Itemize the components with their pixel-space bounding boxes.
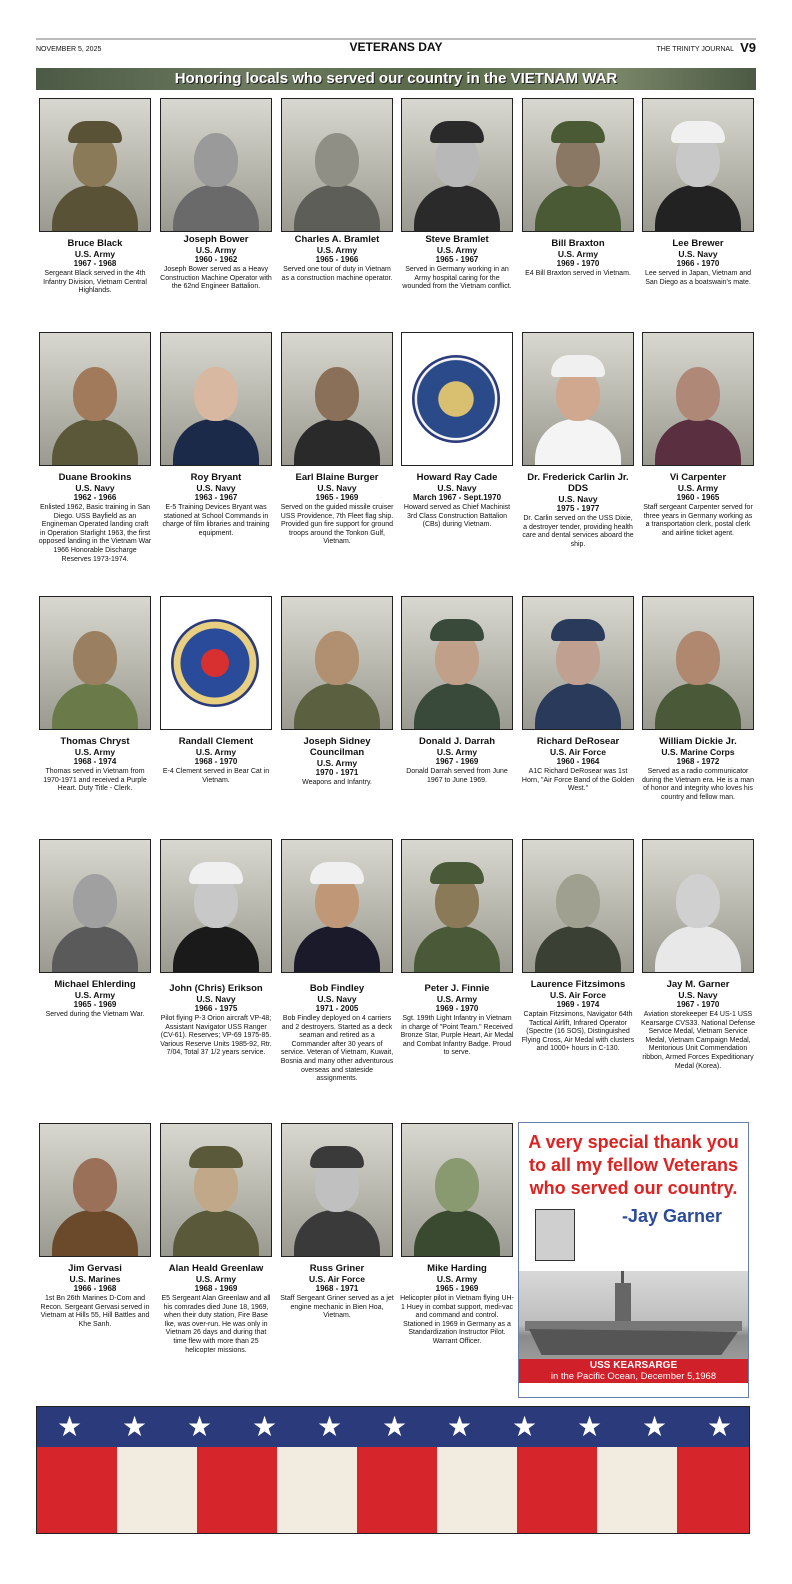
veteran-photo: [160, 839, 272, 973]
veteran-years: 1960 - 1962: [194, 255, 238, 264]
veteran-info: [36, 1263, 154, 1329]
star-icon: ★: [187, 1411, 213, 1442]
veteran-name: Joseph Bower: [183, 234, 249, 245]
veteran-info: [639, 736, 757, 802]
veteran-photo: [39, 98, 151, 232]
veteran-photo: [39, 1123, 151, 1257]
veteran-info: [398, 983, 516, 1058]
veteran-branch: U.S. Navy: [75, 483, 115, 493]
veteran-name: Duane Brookins: [58, 472, 132, 483]
veteran-years: 1965 - 1966: [315, 255, 359, 264]
veteran-photo: [401, 1123, 513, 1257]
veteran-photo: [522, 98, 634, 232]
veteran-branch: U.S. Navy: [196, 994, 236, 1004]
veteran-branch: U.S. Marines: [69, 1274, 121, 1284]
veteran-info: [36, 979, 154, 1020]
veteran-photo: [642, 98, 754, 232]
veteran-photo: [281, 839, 393, 973]
veteran-branch: U.S. Air Force: [550, 747, 606, 757]
star-icon: ★: [707, 1411, 733, 1442]
veteran-branch: U.S. Army: [436, 994, 478, 1004]
veteran-info: [519, 472, 637, 549]
veteran-description: Staff Sergeant Griner served as a jet engine mechanic in Bien Hoa, Vietnam.: [280, 1295, 394, 1320]
veteran-name: Vi Carpenter: [669, 472, 727, 483]
veteran-branch: U.S. Navy: [678, 990, 718, 1000]
star-icon: ★: [642, 1411, 668, 1442]
veteran-info: [278, 472, 396, 547]
veteran-years: 1968 - 1970: [194, 757, 238, 766]
page-header: [36, 40, 756, 56]
veteran-info: [639, 238, 757, 287]
veteran-years: 1968 - 1974: [73, 757, 117, 766]
veteran-photo: [281, 1123, 393, 1257]
veteran-photo: [160, 1123, 272, 1257]
caption-subtitle: in the Pacific Ocean, December 5,1968: [550, 1371, 717, 1382]
veteran-description: Joseph Bower served as a Heavy Construction Machine Operator with the 62nd Engineer Battalion.: [160, 266, 272, 291]
veteran-info: [398, 1263, 516, 1347]
veteran-name: Donald J. Darrah: [418, 736, 496, 747]
veteran-branch: U.S. Air Force: [550, 990, 606, 1000]
veteran-info: [157, 736, 275, 785]
veteran-years: 1960 - 1964: [556, 757, 600, 766]
headline-banner: Honoring locals who served our country in the VIETNAM WAR: [36, 68, 756, 90]
flag-decoration: [36, 1406, 750, 1534]
veteran-info: [278, 234, 396, 283]
flag-star-band: [37, 1407, 749, 1447]
veteran-years: 1968 - 1972: [676, 757, 720, 766]
star-icon: ★: [577, 1411, 603, 1442]
page-number: V9: [740, 40, 756, 55]
veteran-info: [278, 1263, 396, 1321]
veteran-branch: U.S. Army: [195, 245, 237, 255]
veteran-years: 1975 - 1977: [556, 504, 600, 513]
veteran-photo: [281, 98, 393, 232]
veteran-branch: U.S. Army: [316, 758, 358, 768]
publication-name: THE TRINITY JOURNAL: [656, 46, 734, 53]
ad-message: A very special thank you to all my fellow Veterans who served our country.: [528, 1132, 739, 1198]
star-icon: ★: [512, 1411, 538, 1442]
veteran-years: 1965 - 1967: [435, 255, 479, 264]
veteran-description: Served as a radio communicator during the Vietnam era. He is a man of honor and integrity who loves his country and fellow man.: [642, 768, 754, 801]
veteran-name: William Dickie Jr.: [659, 736, 737, 747]
veteran-info: [519, 979, 637, 1054]
veteran-info: [157, 1263, 275, 1355]
veteran-branch: U.S. Army: [557, 249, 599, 259]
veteran-info: [157, 234, 275, 292]
veteran-name: Thomas Chryst: [60, 736, 130, 747]
veteran-name: Richard DeRosear: [536, 736, 620, 747]
emblem-seal: [401, 332, 513, 466]
veteran-years: 1969 - 1970: [556, 259, 600, 268]
veteran-photo: [401, 596, 513, 730]
emblem-seal: [160, 596, 272, 730]
veteran-photo: [642, 839, 754, 973]
veteran-years: 1969 - 1970: [435, 1004, 479, 1013]
veteran-name: Mike Harding: [427, 1263, 487, 1274]
veteran-name: Laurence Fitzsimons: [530, 979, 626, 990]
veteran-name: Michael Ehlerding: [54, 979, 136, 990]
veteran-info: [519, 736, 637, 794]
veteran-description: Pilot flying P-3 Orion aircraft VP-48; Assistant Navigator USS Ranger (CV-61). Reserves; VP-69 1975-85. Various Reserve Units 1985-92, Rtr. 7/04, Total 37 1/2 years service.: [160, 1015, 272, 1057]
veteran-years: 1962 - 1966: [73, 493, 117, 502]
veteran-years: 1966 - 1968: [73, 1284, 117, 1293]
veteran-years: 1965 - 1969: [73, 1000, 117, 1009]
veteran-years: 1967 - 1969: [435, 757, 479, 766]
veteran-photo: [522, 839, 634, 973]
veteran-description: Aviation storekeeper E4 US-1 USS Kearsarge CVS33. National Defense Service Medal, Vietnam Service Medal, Vietnam Campaign Medal, Meritorious Unit Commendation ribbon, Armed Forces Expeditionary Medal (Korea).: [641, 1011, 756, 1070]
veteran-branch: U.S. Marine Corps: [661, 747, 735, 757]
veteran-description: Served during the Vietnam War.: [45, 1011, 145, 1018]
veteran-description: Served one tour of duty in Vietnam as a construction machine operator.: [281, 266, 393, 282]
star-icon: ★: [317, 1411, 343, 1442]
veteran-years: 1960 - 1965: [676, 493, 720, 502]
veteran-branch: U.S. Army: [74, 990, 116, 1000]
veteran-description: E4 Bill Braxton served in Vietnam.: [525, 270, 631, 277]
star-icon: ★: [57, 1411, 83, 1442]
veteran-description: Staff sergeant Carpenter served for three years in Germany working as a transportation clerk, postal clerk and airline ticket agent.: [643, 504, 753, 537]
veteran-info: [398, 736, 516, 785]
veteran-info: [36, 736, 154, 794]
veteran-branch: U.S. Army: [677, 483, 719, 493]
veteran-photo: [642, 596, 754, 730]
veteran-name: Bill Braxton: [551, 238, 605, 249]
veteran-photo: [39, 596, 151, 730]
veteran-photo: [642, 332, 754, 466]
veteran-name: Bruce Black: [67, 238, 123, 249]
veteran-branch: U.S. Army: [436, 245, 478, 255]
veteran-info: [36, 472, 154, 564]
veteran-name: John (Chris) Erikson: [169, 983, 263, 994]
star-icon: ★: [122, 1411, 148, 1442]
veteran-name: Roy Bryant: [190, 472, 242, 483]
veteran-branch: U.S. Navy: [196, 483, 236, 493]
veteran-branch: U.S. Navy: [558, 494, 598, 504]
ad-signature: -Jay Garner: [621, 1206, 722, 1226]
veteran-info: [157, 472, 275, 538]
veteran-years: March 1967 - Sept.1970: [412, 493, 502, 502]
veteran-info: [639, 472, 757, 538]
star-icon: ★: [447, 1411, 473, 1442]
veteran-branch: U.S. Army: [74, 249, 116, 259]
veteran-name: Joseph Sidney Councilman: [303, 736, 371, 758]
veteran-years: 1969 - 1974: [556, 1000, 600, 1009]
veteran-name: Alan Heald Greenlaw: [168, 1263, 264, 1274]
veteran-description: E-4 Clement served in Bear Cat in Vietnam.: [162, 768, 270, 784]
veteran-description: Captain Fitzsimons, Navigator 64th Tactical Airlift, Infrared Operator (Spectre (16 SOS), Distinguished Flying Cross, Air Medal with clusters and 1000+ hours in C-130.: [521, 1011, 635, 1053]
veteran-description: Sgt. 199th Light Infantry in Vietnam in charge of "Point Team." Received Bronze Star, Purple Heart, Air Medal and Combat Infantry Badge. Proud to serve.: [400, 1015, 514, 1057]
veteran-years: 1967 - 1968: [73, 259, 117, 268]
inset-portrait: [535, 1209, 575, 1261]
veteran-years: 1966 - 1970: [676, 259, 720, 268]
veteran-branch: U.S. Navy: [437, 483, 477, 493]
veteran-name: Jay M. Garner: [666, 979, 730, 990]
issue-date: NOVEMBER 5, 2025: [36, 46, 102, 53]
veteran-years: 1965 - 1969: [435, 1284, 479, 1293]
veteran-description: Served in Germany working in an Army hospital caring for the wounded from the Vietnam conflict.: [402, 266, 512, 291]
veteran-photo: [281, 596, 393, 730]
veteran-description: Served on the guided missile cruiser USS Providence, 7th Fleet flag ship. Provided gun fire support for ground troops around the Tonkon Gulf, Vietnam.: [280, 504, 394, 546]
veteran-years: 1965 - 1969: [315, 493, 359, 502]
veteran-info: [36, 238, 154, 296]
veteran-branch: U.S. Army: [74, 747, 116, 757]
ad-caption: [519, 1359, 748, 1383]
veteran-info: [639, 979, 757, 1071]
veteran-photo: [39, 332, 151, 466]
veteran-name: Lee Brewer: [672, 238, 724, 249]
veteran-description: Sergeant Black served in the 4th Infantry Division, Vietnam Central Highlands.: [43, 270, 147, 295]
veteran-info: [278, 983, 396, 1084]
veteran-info: [398, 472, 516, 530]
star-icon: ★: [382, 1411, 408, 1442]
veteran-branch: U.S. Army: [436, 747, 478, 757]
veteran-photo: [522, 332, 634, 466]
veteran-photo: [160, 98, 272, 232]
veteran-description: Helicopter pilot in Vietnam flying UH-1 Huey in combat support, medi-vac and command and control. Stationed in 1969 in Germany as a Standardization Instructor Pilot. Warrant Officer.: [400, 1295, 514, 1345]
veteran-description: Howard served as Chief Machinist 3rd Class Construction Battalion (CBs) during Vietnam.: [403, 504, 511, 529]
veteran-name: Dr. Frederick Carlin Jr. DDS: [527, 472, 629, 494]
veteran-photo: [281, 332, 393, 466]
veteran-branch: U.S. Navy: [317, 483, 357, 493]
veteran-name: Peter J. Finnie: [424, 983, 490, 994]
veteran-name: Howard Ray Cade: [416, 472, 498, 483]
veteran-years: 1966 - 1975: [194, 1004, 238, 1013]
veteran-name: Bob Findley: [309, 983, 365, 994]
veteran-years: 1970 - 1971: [315, 768, 359, 777]
veteran-description: Lee served in Japan, Vietnam and San Diego as a boatswain's mate.: [644, 270, 752, 286]
veteran-branch: U.S. Army: [195, 1274, 237, 1284]
veteran-info: [278, 736, 396, 788]
veteran-photo: [160, 332, 272, 466]
veteran-description: A1C Richard DeRosear was 1st Horn, "Air Force Band of the Golden West.": [521, 768, 635, 793]
veteran-info: [519, 238, 637, 279]
veteran-name: Jim Gervasi: [68, 1263, 122, 1274]
veteran-info: [398, 234, 516, 292]
star-icon: ★: [252, 1411, 278, 1442]
veteran-years: 1967 - 1970: [676, 1000, 720, 1009]
veteran-description: Weapons and Infantry.: [302, 779, 372, 786]
veteran-name: Randall Clement: [178, 736, 254, 747]
thank-you-ad: [518, 1122, 749, 1398]
veteran-years: 1968 - 1971: [315, 1284, 359, 1293]
veteran-description: Enlisted 1962, Basic training in San Diego. USS Bayfield as an Engineman Operated landing craft in Operation Starlight 1963, the first opposed landing in the Vietnam War 1966 Honorable Discharge Reserves 1973-1974.: [38, 504, 152, 563]
veteran-branch: U.S. Navy: [317, 994, 357, 1004]
veteran-photo: [401, 98, 513, 232]
veteran-description: Donald Darrah served from June 1967 to June 1969.: [406, 768, 508, 784]
veteran-description: 1st Bn 26th Marines D-Com and Recon. Sergeant Gervasi served in Vietnam at Hills 55, Hill Battles and Khe Sanh.: [40, 1295, 150, 1328]
veteran-photo: [401, 839, 513, 973]
veteran-name: Russ Griner: [309, 1263, 365, 1274]
veteran-branch: U.S. Navy: [678, 249, 718, 259]
veteran-description: E5 Sergeant Alan Greenlaw and all his comrades died June 18, 1969, when their duty station, Fire Base Ike, was over-run. He was only in Vietnam 26 days and during that time flew with more than 25 helicopter missions.: [161, 1295, 271, 1354]
veteran-description: E-5 Training Devices Bryant was stationed at School Commands in charge of film libraries and training equipment.: [162, 504, 270, 537]
veteran-branch: U.S. Army: [316, 245, 358, 255]
veteran-name: Earl Blaine Burger: [295, 472, 379, 483]
veteran-info: [157, 983, 275, 1058]
veteran-years: 1968 - 1969: [194, 1284, 238, 1293]
caption-title: USS KEARSARGE: [589, 1360, 678, 1371]
veteran-branch: U.S. Army: [195, 747, 237, 757]
section-title: VETERANS DAY: [349, 40, 443, 54]
veteran-name: Charles A. Bramlet: [294, 234, 380, 245]
veteran-branch: U.S. Army: [436, 1274, 478, 1284]
veteran-branch: U.S. Air Force: [309, 1274, 365, 1284]
veteran-description: Thomas served in Vietnam from 1970-1971 and received a Purple Heart. Duty Title - Clerk.: [43, 768, 147, 793]
veteran-photo: [39, 839, 151, 973]
veteran-photo: [522, 596, 634, 730]
veteran-description: Dr. Carlin served on the USS Dixie, a destroyer tender, providing health care and dental services aboard the ship.: [522, 515, 634, 548]
veteran-years: 1971 - 2005: [315, 1004, 359, 1013]
veteran-years: 1963 - 1967: [194, 493, 238, 502]
veteran-name: Steve Bramlet: [425, 234, 489, 245]
veteran-description: Bob Findley deployed on 4 carriers and 2 destroyers. Started as a deck seaman and retired as a Commander after 30 years of service. Veteran of Vietnam, Kuwait, Bosnia and many other adventurous overseas and stateside assignments.: [280, 1015, 394, 1083]
